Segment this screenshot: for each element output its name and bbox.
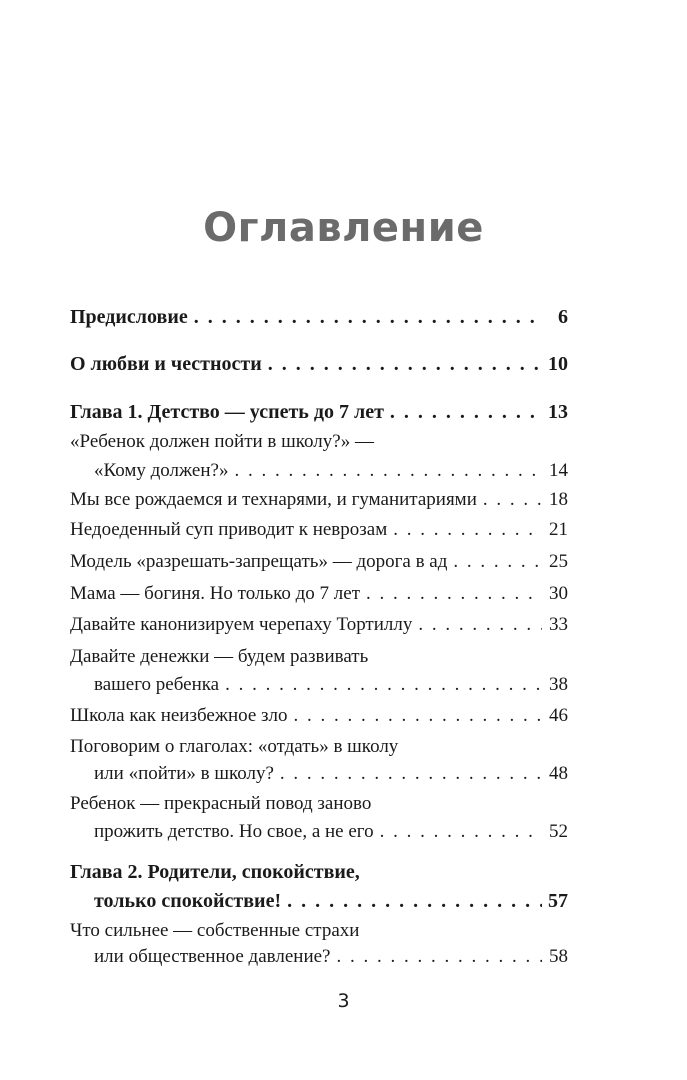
toc-chapter-2[interactable] — [70, 860, 568, 884]
toc-entry-line[interactable] — [70, 518, 568, 542]
toc-entry-text: или «пойти» в школу? — [94, 763, 274, 784]
toc-entry-text: О любви и честности — [70, 353, 262, 375]
toc-page-number: 33 — [549, 614, 568, 635]
toc-entry-text: Давайте канонизируем черепаху Тортиллу — [70, 614, 413, 635]
leader-dots — [337, 945, 543, 969]
toc-page-number: 46 — [549, 705, 568, 726]
toc-entry-line[interactable] — [70, 582, 568, 606]
toc-page-number: 18 — [549, 489, 568, 510]
toc-chapter-2-line2[interactable] — [70, 889, 568, 913]
toc-entry-text: Школа как неизбежное зло — [70, 705, 288, 726]
toc-entry-line[interactable] — [70, 704, 568, 728]
toc-entry-text: «Ребенок должен пойти в школу?» — — [70, 431, 374, 452]
toc-entry-line[interactable] — [70, 919, 568, 943]
page-number: 3 — [337, 990, 350, 1012]
toc-page-number: 13 — [548, 401, 568, 423]
toc-entry-line[interactable] — [70, 459, 568, 483]
leader-dots — [418, 613, 542, 637]
leader-dots — [390, 400, 542, 424]
toc-entry-line[interactable] — [70, 735, 568, 759]
toc-entry-line[interactable] — [70, 613, 568, 637]
toc-entry-text: Глава 2. Родители, спокойствие, — [70, 861, 360, 883]
toc-entry-line[interactable] — [70, 430, 568, 454]
toc-entry-text: Давайте денежки — будем развивать — [70, 646, 369, 667]
toc-entry-text: Что сильнее — собственные страхи — [70, 920, 360, 941]
leader-dots — [366, 582, 542, 606]
toc-entry-text: только спокойствие! — [94, 890, 282, 912]
toc-page-number: 52 — [549, 821, 568, 842]
leader-dots — [194, 305, 542, 329]
toc-entry-love[interactable] — [70, 352, 568, 376]
toc-entry-text: «Кому должен?» — [94, 460, 229, 481]
leader-dots — [483, 488, 542, 512]
page-title: Оглавление — [203, 205, 484, 251]
toc-entry-text: Ребенок — прекрасный повод заново — [70, 793, 372, 814]
toc-entry-line[interactable] — [70, 820, 568, 844]
toc-page-number: 58 — [549, 946, 568, 967]
toc-page-number: 6 — [558, 306, 568, 328]
toc-entry-line[interactable] — [70, 645, 568, 669]
toc-entry-text: вашего ребенка — [94, 674, 220, 695]
toc-entry-text: Недоеденный суп приводит к неврозам — [70, 519, 388, 540]
toc-page-number: 38 — [549, 674, 568, 695]
toc-entry-preface[interactable] — [70, 305, 568, 329]
leader-dots — [287, 889, 542, 913]
toc-entry-text: прожить детство. Но свое, а не его — [94, 821, 374, 842]
toc-entry-text: Мама — богиня. Но только до 7 лет — [70, 583, 361, 604]
toc-entry-line[interactable] — [70, 945, 568, 969]
leader-dots — [225, 673, 542, 697]
toc-entry-line[interactable] — [70, 792, 568, 816]
toc-page-number: 25 — [549, 551, 568, 572]
toc-entry-line[interactable] — [70, 673, 568, 697]
leader-dots — [234, 459, 542, 483]
toc-entry-text: Глава 1. Детство — успеть до 7 лет — [70, 401, 384, 423]
toc-page-number: 48 — [549, 763, 568, 784]
toc-entry-line[interactable] — [70, 488, 568, 512]
toc-entry-line[interactable] — [70, 762, 568, 786]
toc-entry-text: или общественное давление? — [94, 946, 331, 967]
toc-entry-text: Мы все рождаемся и технарями, и гуманитариями — [70, 489, 477, 510]
toc-entry-text: Предисловие — [70, 306, 188, 328]
leader-dots — [380, 820, 542, 844]
leader-dots — [268, 352, 542, 376]
leader-dots — [280, 762, 542, 786]
leader-dots — [294, 704, 542, 728]
toc-page-number: 21 — [549, 519, 568, 540]
toc-entry-text: Модель «разрешать-запрещать» — дорога в ад — [70, 551, 448, 572]
leader-dots — [393, 518, 542, 542]
toc-page-number: 30 — [549, 583, 568, 604]
toc-page-number: 57 — [548, 890, 568, 912]
toc-chapter-1[interactable] — [70, 400, 568, 424]
toc-page-number: 14 — [549, 460, 568, 481]
toc-entry-line[interactable] — [70, 550, 568, 574]
toc-entry-text: Поговорим о глаголах: «отдать» в школу — [70, 736, 399, 757]
leader-dots — [453, 550, 542, 574]
toc-page-number: 10 — [548, 353, 568, 375]
